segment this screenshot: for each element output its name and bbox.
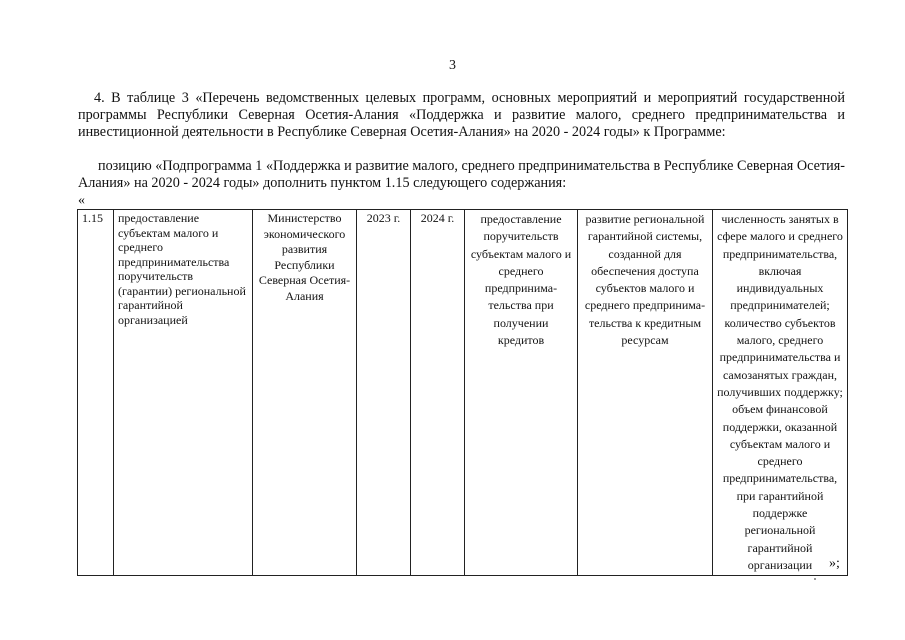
- cell-content: предоставление поручительств субъектам малого и среднего предпринима-тельства при получении кредитов: [465, 210, 578, 576]
- paragraph-item-4: 4. В таблице 3 «Перечень ведомственных целевых программ, основных мероприятий и мероприятий государственной программы Республики Северная Осетия-Алания «Поддержка и развитие малого, среднего предпринимательства и инвестиционной деятельности в Республике Северная Осетия-Алания» на 2020 - 2024 годы» к Программе:: [78, 90, 845, 140]
- opening-quote: «: [78, 193, 85, 208]
- cell-indicators: численность занятых в сфере малого и среднего предпринимательства, включая индивидуальных предпринимателей; количество субъектов малого, среднего предпринимательства и самозанятых граждан, получивших поддержку; объем финансовой поддержки, оказанной субъектам малого и среднего предпринимательства, при гарантийной поддержке региональной гарантийной организации: [713, 210, 848, 576]
- closing-quote: »;: [829, 556, 840, 571]
- scan-speck: [814, 578, 816, 580]
- cell-start-year: 2023 г.: [357, 210, 411, 576]
- cell-end-year: 2024 г.: [411, 210, 465, 576]
- page-number: 3: [449, 58, 456, 73]
- cell-expected-result: развитие региональной гарантийной системы, созданной для обеспечения доступа субъектов малого и среднего предпринима-тельства к кредитным ресурсам: [578, 210, 713, 576]
- cell-executor: Министерство экономического развития Республики Северная Осетия-Алания: [253, 210, 357, 576]
- cell-number: 1.15: [78, 210, 114, 576]
- table-row: [78, 210, 848, 576]
- paragraph-position: позицию «Подпрограмма 1 «Поддержка и развитие малого, среднего предпринимательства в Республике Северная Осетия-Алания» на 2020 - 2024 годы» дополнить пунктом 1.15 следующего содержания:: [78, 158, 845, 191]
- cell-event-name: предоставление субъектам малого и среднего предпринимательства поручительств (гарантии) региональной гарантийной организацией: [114, 210, 253, 576]
- programs-table: [77, 209, 848, 576]
